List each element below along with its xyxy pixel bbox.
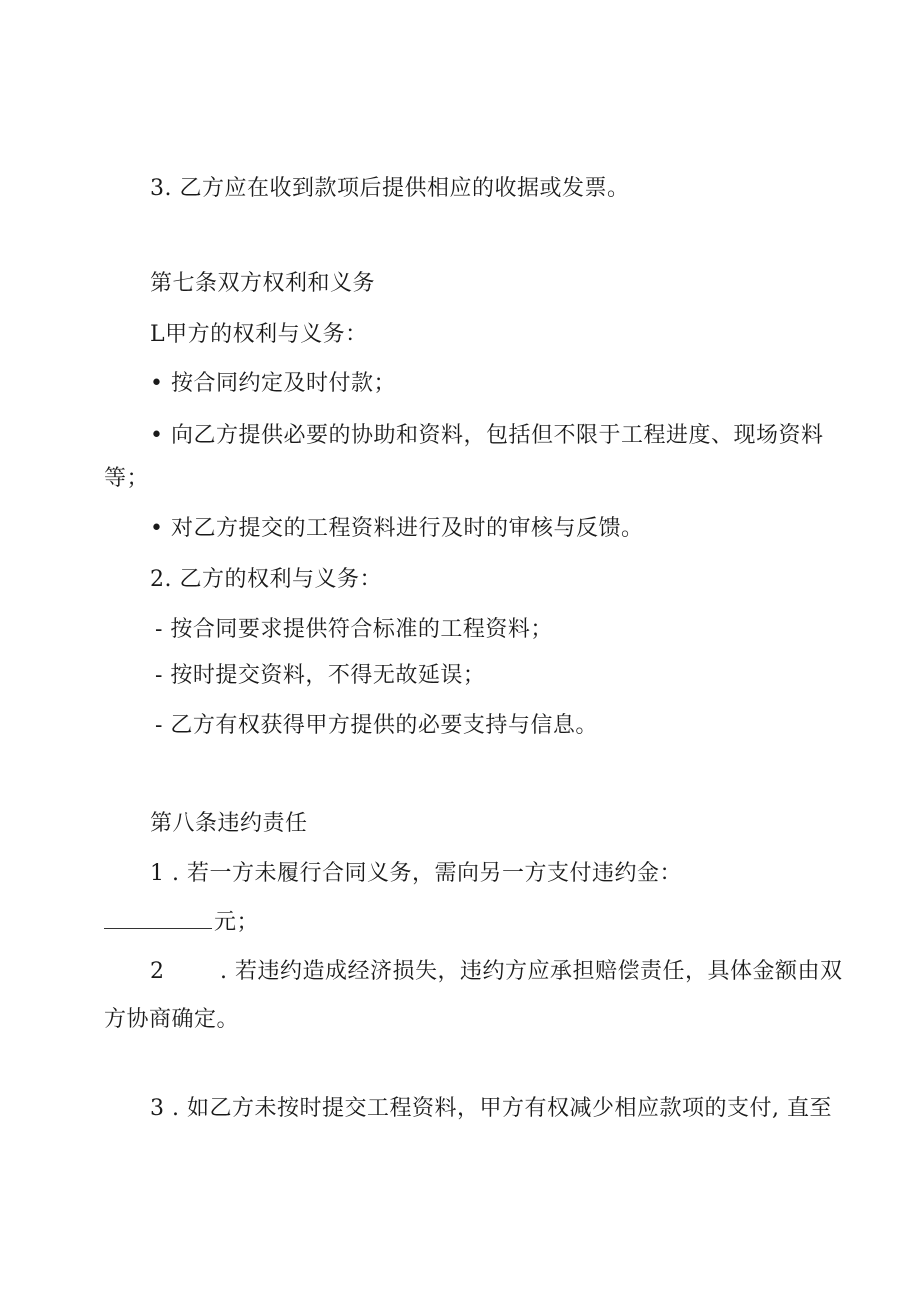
currency-unit: 元； bbox=[214, 910, 260, 935]
article-7-title: 第七条双方权利和义务 bbox=[150, 271, 376, 296]
breach-item-2-line-2: 方协商确定。 bbox=[104, 1007, 240, 1032]
party-a-item-2-line-2: 等； bbox=[104, 466, 150, 491]
article-8-title: 第八条违约责任 bbox=[150, 811, 308, 836]
payment-item-3: 3. 乙方应在收到款项后提供相应的收据或发票。 bbox=[150, 176, 630, 201]
party-b-heading: 2. 乙方的权利与义务： bbox=[150, 567, 382, 592]
breach-item-1-line-1: 1 . 若一方未履行合同义务，需向另一方支付违约金： bbox=[150, 861, 682, 886]
party-b-item-1: - 按合同要求提供符合标准的工程资料； bbox=[155, 617, 553, 642]
party-b-item-3: - 乙方有权获得甲方提供的必要支持与信息。 bbox=[155, 713, 598, 738]
party-a-item-1: • 按合同约定及时付款； bbox=[150, 371, 396, 396]
party-a-item-3: • 对乙方提交的工程资料进行及时的审核与反馈。 bbox=[150, 516, 644, 541]
breach-item-1-line-2 bbox=[104, 908, 259, 937]
party-b-item-2: - 按时提交资料，不得无故延误； bbox=[155, 663, 486, 688]
breach-item-2-number: 2 bbox=[150, 959, 165, 984]
party-a-heading: L甲方的权利与义务： bbox=[150, 322, 368, 347]
party-a-item-2-line-1: • 向乙方提供必要的协助和资料，包括但不限于工程进度、现场资料 bbox=[150, 423, 824, 448]
breach-item-2-line-1: . 若违约造成经济损失，违约方应承担赔偿责任，具体金额由双 bbox=[220, 959, 843, 984]
breach-item-3-line-1: 3 . 如乙方未按时提交工程资料，甲方有权减少相应款项的支付, 直至 bbox=[150, 1096, 832, 1121]
amount-blank-line bbox=[104, 908, 212, 929]
